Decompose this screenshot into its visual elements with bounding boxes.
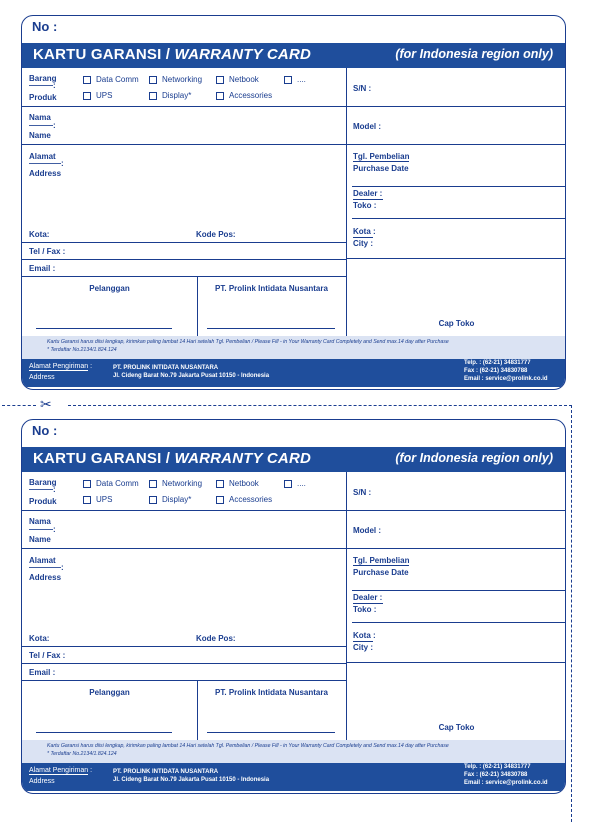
send-label: Alamat Pengiriman : [29,363,93,370]
tel-fax-label: Tel / Fax : [29,651,66,660]
checkbox-accessories[interactable]: Accessories [216,91,272,100]
checkbox-networking[interactable]: Networking [149,75,202,84]
card-number-label: No : [32,19,58,34]
checkbox-networking[interactable]: Networking [149,479,202,488]
footer: Alamat Pengiriman : Address PT. PROLINK INTIDATA NUSANTARA Jl. Cideng Barat No.79 Jakarta Pusat 10150 - Indonesia Telp. : (62-21) 34831777 Fax : (62-21) 34830788 Email : service@prolink.co.id [22,763,566,791]
prolink-label: PT. Prolink Intidata Nusantara [215,688,328,697]
card-title: KARTU GARANSI / WARRANTY CARD [33,450,312,467]
cap-toko-label: Cap Toko [438,319,475,328]
fax: Fax : (62-21) 34830788 [464,368,528,374]
cut-line-left [2,405,36,406]
company-name: PT. PROLINK INTIDATA NUSANTARA [113,769,219,775]
card-title: KARTU GARANSI / WARRANTY CARD [33,46,312,63]
cap-toko-label: Cap Toko [438,723,475,732]
city-label: City : [353,239,373,248]
instruction-note: Kartu Garansi harus diisi lengkap, kirimkan paling lambat 14 Hari setelah Tgl. Pembelian / Please Fill - in Your Warranty Card Completely and Send max.14 day after Purchase * Terdaftar No.2134/1.824.124 [22,336,566,359]
email-label: Email : [29,264,56,273]
name-label: Name [29,535,51,544]
model-label: Model : [353,526,381,535]
email: Email : service@prolink.co.id [464,780,548,786]
name-label: Name [29,131,51,140]
pelanggan-label: Pelanggan [89,688,130,697]
barang-label: Barang [29,478,57,487]
company-address: Jl. Cideng Barat No.79 Jakarta Pusat 10150 - Indonesia [113,373,270,379]
checkbox-display[interactable]: Display* [149,91,191,100]
checkbox-accessories[interactable]: Accessories [216,495,272,504]
company-name: PT. PROLINK INTIDATA NUSANTARA [113,365,219,371]
barang-label: Barang [29,74,57,83]
sn-label: S/N : [353,84,372,93]
kota-label: Kota: [29,230,50,239]
alamat-label: Alamat [29,556,56,565]
checkbox-datacomm[interactable]: Data Comm [83,479,139,488]
email-label: Email : [29,668,56,677]
purchase-date-label: Purchase Date [353,568,409,577]
send-label: Alamat Pengiriman : [29,767,93,774]
kota-right-label: Kota : [353,631,376,640]
kodepos-label: Kode Pos: [196,230,236,239]
region-note: (for Indonesia region only) [395,47,553,61]
scissors-icon: ✂ [40,396,52,412]
checkbox-netbook[interactable]: Netbook [216,75,259,84]
tgl-pembelian-label: Tgl. Pembelian [353,152,410,161]
cut-line [68,405,572,406]
sn-label: S/N : [353,488,372,497]
address-label: Address [29,573,62,582]
model-label: Model : [353,122,381,131]
prolink-label: PT. Prolink Intidata Nusantara [215,284,328,293]
toko-label: Toko : [353,605,377,614]
telp: Telp. : (62-21) 34831777 [464,360,531,366]
purchase-date-label: Purchase Date [353,164,409,173]
dealer-label: Dealer : [353,593,383,602]
tel-fax-label: Tel / Fax : [29,247,66,256]
produk-label: Produk [29,93,57,102]
checkbox-datacomm[interactable]: Data Comm [83,75,139,84]
footer: Alamat Pengiriman : Address PT. PROLINK INTIDATA NUSANTARA Jl. Cideng Barat No.79 Jakarta Pusat 10150 - Indonesia Telp. : (62-21) 34831777 Fax : (62-21) 34830788 Email : service@prolink.co.id [22,359,566,387]
card-number-label: No : [32,423,58,438]
address-label: Address [29,169,62,178]
instruction-note: Kartu Garansi harus diisi lengkap, kirimkan paling lambat 14 Hari setelah Tgl. Pembelian / Please Fill - in Your Warranty Card Completely and Send max.14 day after Purchase * Terdaftar No.2134/1.824.124 [22,740,566,763]
kodepos-label: Kode Pos: [196,634,236,643]
region-note: (for Indonesia region only) [395,451,553,465]
title-bar [22,447,566,472]
cut-line-vertical [571,405,572,822]
kota-right-label: Kota : [353,227,376,236]
toko-label: Toko : [353,201,377,210]
tgl-pembelian-label: Tgl. Pembelian [353,556,410,565]
fax: Fax : (62-21) 34830788 [464,772,528,778]
city-label: City : [353,643,373,652]
title-bar [22,43,566,68]
pelanggan-label: Pelanggan [89,284,130,293]
dealer-label: Dealer : [353,189,383,198]
kota-label: Kota: [29,634,50,643]
checkbox-display[interactable]: Display* [149,495,191,504]
warranty-card-1: No : KARTU GARANSI / WARRANTY CARD (for Indonesia region only) Barang ———: Produk Data Comm Networking Netbook .... UPS Display* Accessories S/N : Nama ———: Name Model : Alamat ————: Address Tgl. Pembelian Purchase Date Dealer : Toko : Kota: Kode Pos: Kota : City : Tel / Fax : Email : Pelanggan PT. Prolink Intidata Nusantara Cap Toko Kartu Garansi harus diisi lengkap, kirimkan paling lambat 14 Hari setelah Tgl. Pembelian / Please Fill - in Your Warranty Card Completely and Send max.14 day after Purchase * Terdaftar No.2134/1.824.124 Alamat Pengiriman : Address PT. PROLINK INTIDATA NUSANTARA Jl. Cideng Barat No.79 Jakarta Pusat 10150 - Indonesia Telp. : (62-21) 34831777 Fax : (62-21) 34830788 Email : service@prolink.co.id [21,15,566,390]
nama-label: Nama [29,113,51,122]
checkbox-other[interactable]: .... [284,479,306,488]
checkbox-ups[interactable]: UPS [83,91,112,100]
company-address: Jl. Cideng Barat No.79 Jakarta Pusat 10150 - Indonesia [113,777,270,783]
email: Email : service@prolink.co.id [464,376,548,382]
warranty-card-2: No : KARTU GARANSI / WARRANTY CARD (for Indonesia region only) Barang ———: Produk Data Comm Networking Netbook .... UPS Display* Accessories S/N : Nama ———: Name Model : Alamat ————: Address Tgl. Pembelian Purchase Date Dealer : Toko : Kota: Kode Pos: Kota : City : Tel / Fax : Email : Pelanggan PT. Prolink Intidata Nusantara Cap Toko Kartu Garansi harus diisi lengkap, kirimkan paling lambat 14 Hari setelah Tgl. Pembelian / Please Fill - in Your Warranty Card Completely and Send max.14 day after Purchase * Terdaftar No.2134/1.824.124 Alamat Pengiriman : Address PT. PROLINK INTIDATA NUSANTARA Jl. Cideng Barat No.79 Jakarta Pusat 10150 - Indonesia Telp. : (62-21) 34831777 Fax : (62-21) 34830788 Email : service@prolink.co.id [21,419,566,794]
checkbox-netbook[interactable]: Netbook [216,479,259,488]
alamat-label: Alamat [29,152,56,161]
telp: Telp. : (62-21) 34831777 [464,764,531,770]
checkbox-ups[interactable]: UPS [83,495,112,504]
nama-label: Nama [29,517,51,526]
produk-label: Produk [29,497,57,506]
checkbox-other[interactable]: .... [284,75,306,84]
